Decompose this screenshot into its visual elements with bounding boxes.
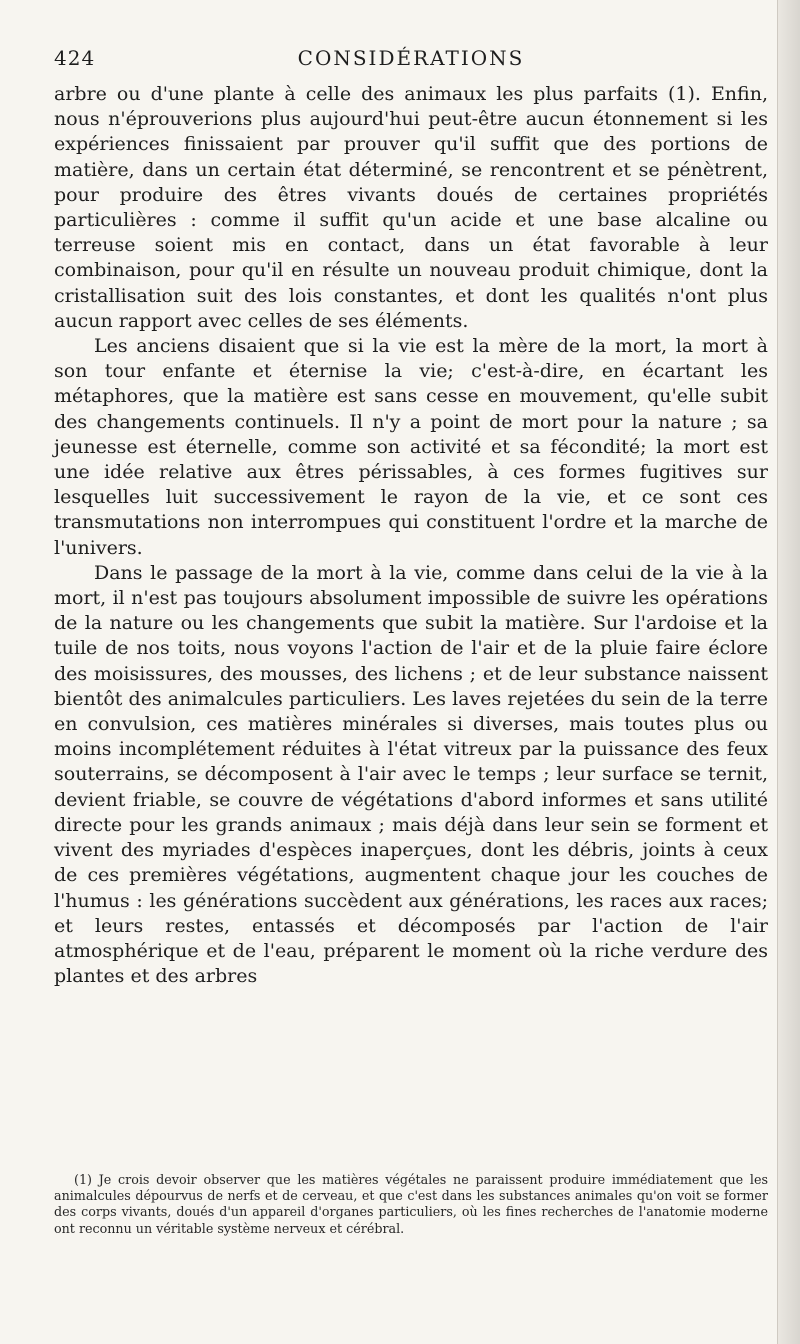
paragraph-1: arbre ou d'une plante à celle des animaux les plus parfaits (1). Enfin, nous n'éprouverions plus aujourd'hui peut-être aucun étonnement si les expériences finissaient par prouver qu'il suffit que des portions de matière, dans un certain état déterminé, se rencontrent et se pénètrent, pour produire des êtres vivants doués de certaines propriétés particulières : comme il suffit qu'un acide et une base alcaline ou terreuse soient mis en contact, dans un état favorable à leur combinaison, pour qu'il en résulte un nouveau produit chimique, dont la cristallisation suit des lois constantes, et dont les qualités n'ont plus aucun rapport avec celles de ses éléments. (54, 83, 768, 332)
footnote (54, 1172, 768, 1237)
paragraph-3: Dans le passage de la mort à la vie, comme dans celui de la vie à la mort, il n'est pas toujours absolument impossible de suivre les opérations de la nature ou les changements que subit la matière. Sur l'ardoise et la tuile de nos toits, nous voyons l'action de l'air et de la pluie faire éclore des moisissures, des mousses, des lichens ; et de leur substance naissent bientôt des animalcules particuliers. Les laves rejetées du sein de la terre en convulsion, ces matières minérales si diverses, mais toutes plus ou moins incomplétement réduites à l'état vitreux par la puissance des feux souterrains, se décomposent à l'air avec le temps ; leur surface se ternit, devient friable, se couvre de végétations d'abord informes et sans utilité directe pour les grands animaux ; mais déjà dans leur sein se forment et vivent des myriades d'espèces inaperçues, dont les débris, joints à ceux de ces premières végétations, augmentent chaque jour les couches de l'humus : les générations succèdent aux générations, les races aux races; et leurs restes, entassés et décomposés par l'action de l'air atmosphérique et de l'eau, préparent le moment où la riche verdure des plantes et des arbres (54, 561, 768, 988)
footnote-text: (1) Je crois devoir observer que les matières végétales ne paraissent produire immédiatement que les animalcules dépourvus de nerfs et de cerveau, et que c'est dans les substances animales qu'on voit se former des corps vivants, doués d'un appareil d'organes particuliers, où les fines recherches de l'anatomie moderne ont reconnu un véritable système nerveux et cérébral. (54, 1172, 768, 1236)
page-edge (777, 0, 800, 1344)
body-text (54, 82, 768, 989)
page-header (54, 46, 768, 74)
paragraph-2: Les anciens disaient que si la vie est la mère de la mort, la mort à son tour enfante et éternise la vie; c'est-à-dire, en écartant les métaphores, que la matière est sans cesse en mouvement, qu'elle subit des changements continuels. Il n'y a point de mort pour la nature ; sa jeunesse est éternelle, comme son activité et sa fécondité; la mort est une idée relative aux êtres périssables, à ces formes fugitives sur lesquelles luit successivement le rayon de la vie, et ce sont ces transmutations non interrompues qui constituent l'ordre et la marche de l'univers. (54, 335, 768, 559)
page-number: 424 (54, 46, 96, 70)
running-title: CONSIDÉRATIONS (297, 46, 525, 70)
